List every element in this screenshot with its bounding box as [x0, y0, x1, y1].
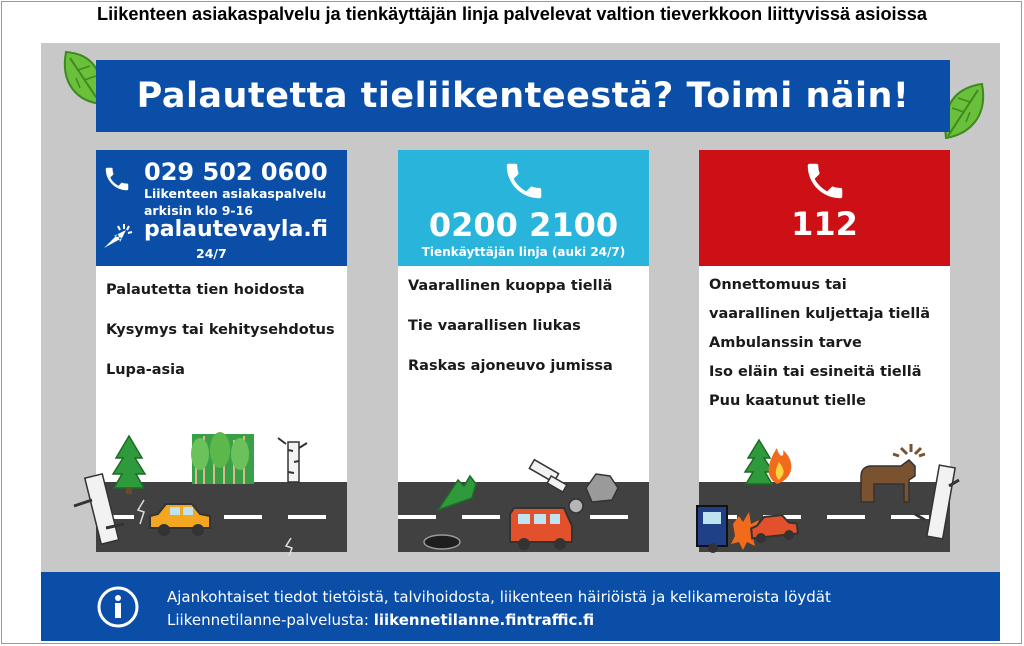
moose-icon — [861, 444, 925, 502]
footer-text: Ajankohtaiset tiedot tietöistä, talvihoidosta, liikenteen häiriöistä ja kelikameroista löydät — [167, 588, 831, 606]
list-item: Ambulanssin tarve — [709, 335, 862, 351]
phone-icon — [102, 164, 132, 194]
list-item: Iso eläin tai esineitä tiellä — [709, 364, 922, 380]
footer-text-line2 — [167, 611, 594, 629]
column-emergency — [699, 150, 950, 552]
footer-prefix: Liikennetilanne-palvelusta: — [167, 611, 374, 629]
pothole-icon — [424, 535, 460, 549]
feedback-website-link[interactable]: palautevayla.fi — [144, 217, 328, 242]
rocks-icon — [569, 474, 618, 513]
column-header — [398, 150, 649, 266]
column-header — [96, 150, 347, 266]
info-footer — [41, 572, 1000, 641]
list-item: Palautetta tien hoidosta — [106, 282, 305, 298]
emergency-number[interactable]: 112 — [791, 205, 858, 243]
list-item: Raskas ajoneuvo jumissa — [408, 358, 613, 374]
page-heading: Liikenteen asiakaspalvelu ja tienkäyttäjän linja palvelevat valtion tieverkkoon liittyvissä asioissa — [97, 4, 927, 24]
road-scene-illustration — [699, 420, 950, 552]
topic-list — [709, 277, 949, 422]
spruce-tree-icon — [745, 440, 773, 484]
spruce-tree-icon — [113, 436, 145, 494]
car-icon — [750, 514, 798, 543]
topic-list — [106, 282, 346, 402]
car-icon — [150, 504, 210, 536]
column-customer-service — [96, 150, 347, 552]
truck-icon — [697, 506, 727, 553]
fire-icon — [769, 448, 792, 484]
fallen-spruce-icon — [438, 476, 476, 510]
list-item: Vaarallinen kuoppa tiellä — [408, 278, 613, 294]
list-item: Lupa-asia — [106, 362, 185, 378]
phone-number[interactable]: 029 502 0600 — [144, 158, 328, 186]
road-scene-illustration — [398, 420, 649, 552]
info-icon — [97, 586, 139, 628]
website-hours: 24/7 — [196, 246, 227, 261]
phone-icon — [802, 158, 848, 204]
list-item: Tie vaarallisen liukas — [408, 318, 581, 334]
topic-list — [408, 278, 648, 398]
service-name: Liikenteen asiakaspalvelu — [144, 186, 327, 201]
road-scene-illustration — [96, 420, 347, 552]
list-item: vaarallinen kuljettaja tiellä — [709, 306, 931, 322]
column-header — [699, 150, 950, 266]
list-item: Onnettomuus tai — [709, 277, 847, 293]
forest-icon — [191, 432, 254, 484]
column-road-user-line — [398, 150, 649, 552]
list-item: Puu kaatunut tielle — [709, 393, 866, 409]
birch-trunk-icon — [278, 438, 307, 482]
cursor-click-icon — [100, 220, 136, 252]
van-icon — [510, 508, 572, 550]
list-item: Kysymys tai kehitysehdotus — [106, 322, 335, 338]
phone-icon — [501, 158, 547, 204]
service-hours: arkisin klo 9-16 — [144, 203, 253, 218]
phone-number[interactable]: 0200 2100 — [428, 206, 619, 244]
traffic-service-link[interactable]: liikennetilanne.fintraffic.fi — [373, 611, 595, 629]
road-crack — [138, 500, 144, 524]
line-name: Tienkäyttäjän linja (auki 24/7) — [421, 245, 626, 259]
fallen-birch-icon — [529, 460, 566, 492]
poster-title: Palautetta tieliikenteestä? Toimi näin! — [96, 60, 950, 132]
